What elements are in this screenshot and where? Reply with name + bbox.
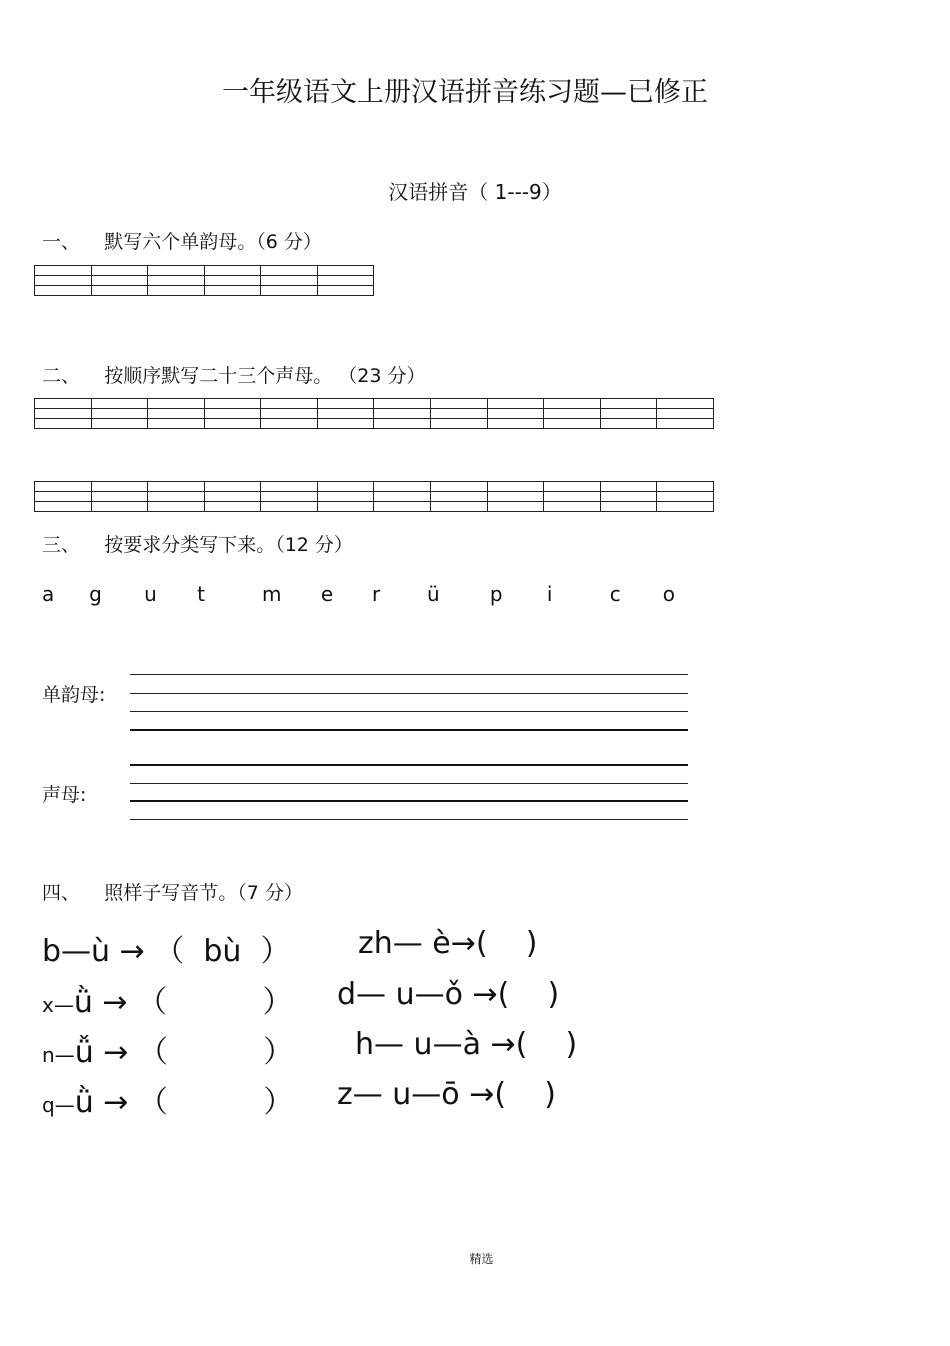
grid-cell (374, 409, 431, 419)
grid-cell (374, 419, 431, 429)
grid-cell (35, 419, 92, 429)
grid-cell (148, 492, 205, 502)
arrow: → (480, 1027, 516, 1062)
grid-cell (204, 409, 261, 419)
question-3-text: 按要求分类写下来。（12 分） (104, 534, 353, 556)
syllable-final: ǜ (74, 1085, 94, 1120)
grid-cell (431, 419, 488, 429)
grid-cell (261, 409, 318, 419)
grid-cell (91, 266, 148, 276)
syllable-initial: n— (42, 1043, 75, 1067)
grid-cell (657, 502, 714, 512)
grid-cell (544, 399, 601, 409)
answer-line (130, 800, 688, 802)
grid-cell (544, 409, 601, 419)
grid-cell (317, 266, 374, 276)
grid-cell (261, 492, 318, 502)
question-1 (42, 227, 322, 254)
pinyin-letter: o (662, 582, 675, 606)
example-right-2 (337, 977, 559, 1012)
grid-cell (374, 399, 431, 409)
grid-cell (261, 266, 318, 276)
grid-cell (35, 266, 92, 276)
letter-list (42, 582, 702, 606)
pinyin-letter: t (197, 582, 206, 606)
pinyin-letter: r (372, 582, 381, 606)
syllable-initial: b— (42, 934, 92, 969)
syllable-initial: h— u— (355, 1027, 463, 1062)
pinyin-letter: e (320, 582, 334, 606)
question-2-text: 按顺序默写二十三个声母。 （23 分） (104, 365, 426, 387)
pinyin-letter: m (262, 582, 282, 606)
question-1-number: 一、 (42, 231, 81, 253)
grid-cell (544, 419, 601, 429)
arrow: → (450, 926, 476, 961)
grid-cell (600, 502, 657, 512)
label-vowels: 单韵母: (42, 684, 106, 706)
grid-cell (35, 286, 92, 296)
pinyin-letter: g (89, 582, 102, 606)
answer-line (130, 783, 688, 784)
answer-line (130, 693, 688, 694)
arrow: → (110, 934, 145, 969)
grid-cell (35, 399, 92, 409)
grid-cell (35, 409, 92, 419)
grid-cell (148, 409, 205, 419)
grid-cell (261, 502, 318, 512)
grid-cell (91, 409, 148, 419)
grid-cell (91, 492, 148, 502)
syllable-final: ō (441, 1077, 460, 1112)
label-initials: 声母: (42, 784, 87, 806)
example-left-4 (42, 1077, 293, 1121)
grid-cell (91, 502, 148, 512)
question-2-number: 二、 (42, 365, 81, 387)
grid-cell (35, 492, 92, 502)
example-left-1 (42, 926, 291, 970)
footer-text: 精选 (469, 1252, 494, 1266)
grid-cell (261, 419, 318, 429)
grid-cell (431, 399, 488, 409)
syllable-initial: z— u— (337, 1077, 442, 1112)
grid-cell (487, 502, 544, 512)
grid-cell (148, 266, 205, 276)
grid-cell (148, 399, 205, 409)
grid-cell (91, 286, 148, 296)
syllable-initial: zh— (358, 926, 433, 961)
grid-cell (487, 482, 544, 492)
writing-grid-q2-row2 (34, 481, 714, 512)
pinyin-letter: ü (427, 582, 440, 606)
grid-cell (91, 419, 148, 429)
grid-cell (600, 419, 657, 429)
grid-cell (317, 409, 374, 419)
question-3-number: 三、 (42, 534, 81, 556)
answer-line (130, 711, 688, 712)
syllable-final: ǒ (444, 977, 463, 1012)
question-4-text: 照样子写音节。（7 分） (104, 882, 303, 904)
example-right-3 (355, 1027, 577, 1062)
grid-cell (35, 276, 92, 286)
grid-cell (317, 502, 374, 512)
grid-cell (487, 492, 544, 502)
grid-cell (487, 399, 544, 409)
grid-cell (431, 482, 488, 492)
grid-cell (657, 399, 714, 409)
answer-box: （ ） (137, 1085, 294, 1120)
question-1-text: 默写六个单韵母。（6 分） (104, 231, 322, 253)
grid-cell (261, 399, 318, 409)
grid-cell (374, 482, 431, 492)
grid-cell (35, 502, 92, 512)
answer-box: ( ) (497, 977, 560, 1012)
pinyin-letter: a (42, 582, 55, 606)
grid-cell (204, 286, 261, 296)
example-right-1 (358, 926, 537, 961)
grid-cell (261, 276, 318, 286)
answer-line (130, 674, 688, 675)
grid-cell (91, 399, 148, 409)
syllable-initial: q— (42, 1093, 75, 1117)
grid-cell (544, 492, 601, 502)
grid-cell (544, 502, 601, 512)
pinyin-letter: u (144, 582, 157, 606)
grid-cell (317, 482, 374, 492)
grid-cell (261, 286, 318, 296)
answer-box: ( ) (475, 926, 538, 961)
grid-cell (374, 492, 431, 502)
grid-cell (600, 399, 657, 409)
grid-cell (148, 482, 205, 492)
syllable-final: è (432, 926, 451, 961)
writing-grid-q2-row1 (34, 398, 714, 429)
grid-cell (317, 286, 374, 296)
writing-grid-q1 (34, 265, 374, 296)
syllable-initial: d— u— (337, 977, 445, 1012)
grid-cell (657, 409, 714, 419)
answer-box: （ ） (137, 1035, 294, 1070)
syllable-final: ǜ (73, 985, 93, 1020)
arrow: → (462, 977, 498, 1012)
answer-box: ( ) (515, 1027, 578, 1062)
grid-cell (657, 482, 714, 492)
question-4-number: 四、 (42, 882, 81, 904)
question-2 (42, 361, 425, 388)
grid-cell (261, 482, 318, 492)
grid-cell (91, 482, 148, 492)
answer-line (130, 819, 688, 820)
question-3 (42, 530, 353, 557)
grid-cell (544, 482, 601, 492)
grid-cell (657, 492, 714, 502)
answer-line (130, 764, 688, 766)
grid-cell (35, 482, 92, 492)
question-4 (42, 878, 303, 905)
grid-cell (204, 482, 261, 492)
pinyin-letter: p (489, 582, 503, 606)
grid-cell (204, 266, 261, 276)
grid-cell (204, 276, 261, 286)
grid-cell (431, 502, 488, 512)
grid-cell (317, 399, 374, 409)
grid-cell (148, 276, 205, 286)
syllable-final: ǚ (74, 1035, 94, 1070)
grid-cell (374, 502, 431, 512)
grid-cell (317, 492, 374, 502)
grid-cell (91, 276, 148, 286)
grid-cell (431, 409, 488, 419)
grid-cell (204, 492, 261, 502)
answer-box: （ bù ） (154, 934, 291, 969)
example-left-2 (42, 977, 292, 1021)
syllable-final: ù (91, 934, 111, 969)
answer-box: （ ） (137, 985, 293, 1020)
example-left-3 (42, 1027, 293, 1071)
grid-cell (487, 409, 544, 419)
syllable-initial: x— (42, 993, 74, 1017)
arrow: → (459, 1077, 495, 1112)
grid-cell (204, 419, 261, 429)
example-right-4 (337, 1077, 556, 1112)
grid-cell (487, 419, 544, 429)
grid-cell (148, 419, 205, 429)
grid-cell (204, 502, 261, 512)
grid-cell (657, 419, 714, 429)
grid-cell (317, 419, 374, 429)
grid-cell (600, 492, 657, 502)
answer-box: ( ) (494, 1077, 556, 1112)
syllable-final: à (462, 1027, 481, 1062)
grid-cell (600, 482, 657, 492)
grid-cell (148, 502, 205, 512)
pinyin-letter: c (609, 582, 621, 606)
grid-cell (431, 492, 488, 502)
pinyin-letter: i (546, 582, 553, 606)
grid-cell (148, 286, 205, 296)
document-title: 一年级语文上册汉语拼音练习题—已修正 (222, 77, 708, 108)
answer-line (130, 729, 688, 731)
grid-cell (204, 399, 261, 409)
grid-cell (317, 276, 374, 286)
arrow: → (93, 1085, 129, 1120)
arrow: → (92, 985, 128, 1020)
arrow: → (93, 1035, 129, 1070)
grid-cell (600, 409, 657, 419)
document-subtitle: 汉语拼音（ 1---9） (388, 180, 562, 204)
